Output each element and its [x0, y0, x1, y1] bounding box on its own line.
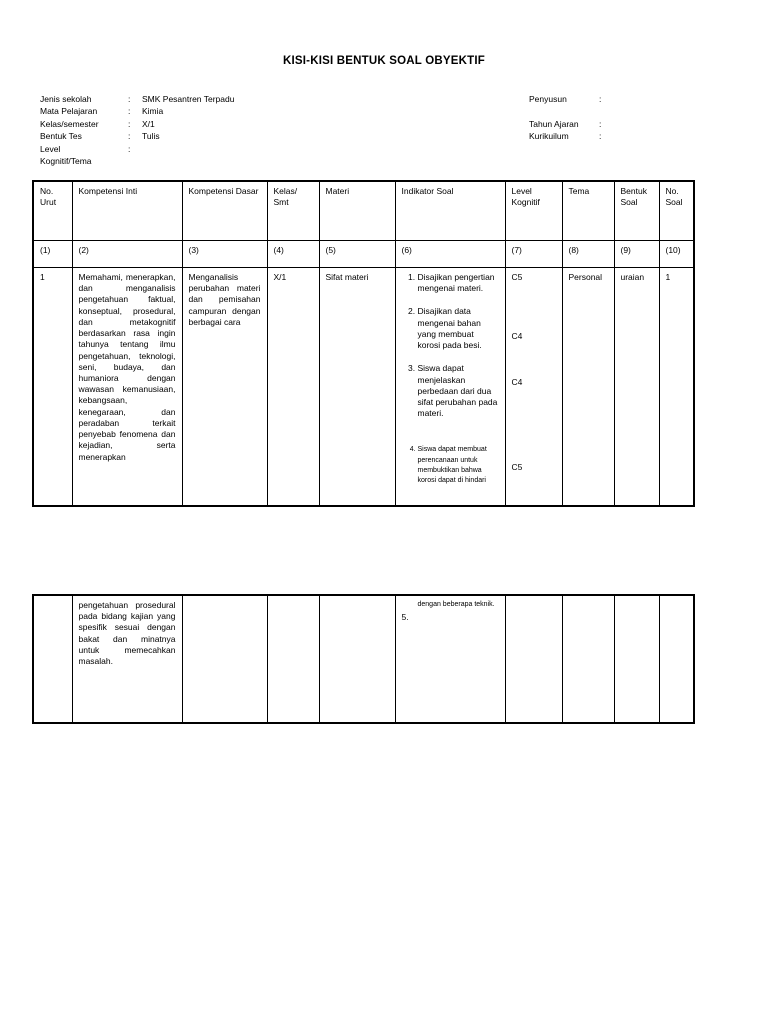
header-cell: Bentuk Soal [614, 181, 659, 241]
meta-sep: : [128, 106, 131, 117]
table-row [33, 268, 694, 506]
meta-row [40, 106, 234, 118]
meta-right [529, 94, 613, 144]
kelas-smt [267, 595, 319, 723]
bentuk-soal: uraian [614, 268, 659, 506]
indikator-list [402, 272, 499, 486]
header-row [33, 181, 694, 241]
meta-label: Jenis sekolah [40, 94, 92, 104]
meta-row [529, 94, 613, 106]
level-item: C4 [511, 377, 523, 387]
materi [319, 595, 395, 723]
no-soal [659, 595, 694, 723]
header-cell: Level Kognitif [505, 181, 562, 241]
materi: Sifat materi [319, 268, 395, 506]
indikator-item: 3. Siswa dapat menjelaskan perbedaan dari dua sifat perubahan pada materi. [418, 363, 499, 419]
kompetensi-inti: Memahami, menerapkan, dan menganalisis pengetahuan faktual, konseptual, prosedural, dan metakognitif berdasarkan rasa ingin tahunya tentang ilmu pengetahuan, teknologi, seni, budaya, dan humaniora dengan wawasan kemanusiaan, kebangsaan, kenegaraan, dan peradaban terkait penyebab fenomena dan kejadian, serta menerapkan [72, 268, 182, 506]
header-cell: Kompetensi Dasar [182, 181, 267, 241]
table-row [33, 595, 694, 723]
column-number: (10) [659, 241, 694, 268]
column-number: (6) [395, 241, 505, 268]
kompetensi-dasar: Menganalisis perubahan materi dan pemisahan campuran dengan berbagai cara [182, 268, 267, 506]
no-urut [33, 595, 72, 723]
column-number: (1) [33, 241, 72, 268]
header-cell: Kompetensi Inti [72, 181, 182, 241]
level-item: C5 [511, 462, 523, 472]
meta-label: Kognitif/Tema [40, 155, 92, 166]
meta-sep: : [128, 131, 131, 142]
meta-label: Level [40, 143, 61, 154]
indikator-item: 4. Siswa dapat membuat perencanaan untuk membuktikan bahwa korosi dapat di hindari [418, 445, 499, 486]
meta-sep: : [599, 131, 602, 142]
page-title: KISI-KISI BENTUK SOAL OBYEKTIF [283, 55, 485, 67]
meta-sep: : [128, 94, 131, 104]
meta-label: Tahun Ajaran [529, 118, 579, 129]
indikator-continued: dengan beberapa teknik. [417, 601, 495, 608]
meta-row [529, 131, 613, 143]
column-number: (7) [505, 241, 562, 268]
header-cell: No. Soal [659, 181, 694, 241]
level-kognitif [505, 268, 562, 506]
header-cell: Indikator Soal [395, 181, 505, 241]
column-number: (3) [182, 241, 267, 268]
header-cell: Kelas/ Smt [267, 181, 319, 241]
indikator-item: 1. Disajikan pengertian mengenai materi. [418, 272, 499, 294]
meta-row [40, 119, 234, 131]
kompetensi-dasar [182, 595, 267, 723]
meta-value: Kimia [142, 106, 164, 117]
meta-label: Kurikuilum [529, 131, 569, 142]
column-number: (8) [562, 241, 614, 268]
indikator-number: 5. [401, 612, 409, 623]
header-cell: Tema [562, 181, 614, 241]
meta-sep: : [599, 94, 602, 104]
tema [562, 595, 614, 723]
meta-spacer [529, 106, 613, 118]
no-soal: 1 [659, 268, 694, 506]
bentuk-soal [614, 595, 659, 723]
meta-value: SMK Pesantren Terpadu [142, 94, 235, 104]
indikator-soal [395, 268, 505, 506]
header-cell: No. Urut [33, 181, 72, 241]
meta-sep: : [128, 143, 131, 154]
meta-label: Penyusun [529, 94, 567, 104]
level-kognitif [505, 595, 562, 723]
column-number-row [33, 241, 694, 268]
continuation-table [32, 594, 695, 724]
meta-sep [128, 156, 142, 168]
kelas-smt: X/1 [267, 268, 319, 506]
meta-row [40, 131, 234, 143]
meta-row [529, 119, 613, 131]
indikator-item: 2. Disajikan data mengenai bahan yang membuat korosi pada besi. [418, 306, 499, 351]
meta-sep: : [599, 118, 602, 129]
meta-label: Kelas/semester [40, 118, 99, 129]
meta-sep: : [128, 118, 131, 129]
meta-row [40, 94, 234, 106]
meta-value: X/1 [142, 118, 155, 129]
meta-label: Bentuk Tes [40, 131, 82, 142]
meta-label: Mata Pelajaran [40, 106, 98, 117]
tema: Personal [562, 268, 614, 506]
meta-left [40, 94, 234, 168]
indikator-soal [395, 595, 505, 723]
column-number: (5) [319, 241, 395, 268]
column-number: (9) [614, 241, 659, 268]
kompetensi-inti: pengetahuan prosedural pada bidang kajian yang spesifik sesuai dengan bakat dan minatnya untuk memecahkan masalah. [72, 595, 182, 723]
kisi-kisi-table [32, 180, 695, 507]
meta-row [40, 156, 234, 168]
level-item: C5 [511, 272, 523, 282]
meta-value: Tulis [142, 131, 160, 142]
level-item: C4 [511, 331, 523, 341]
no-urut: 1 [33, 268, 72, 506]
header-cell: Materi [319, 181, 395, 241]
column-number: (2) [72, 241, 182, 268]
column-number: (4) [267, 241, 319, 268]
meta-row [40, 144, 234, 156]
